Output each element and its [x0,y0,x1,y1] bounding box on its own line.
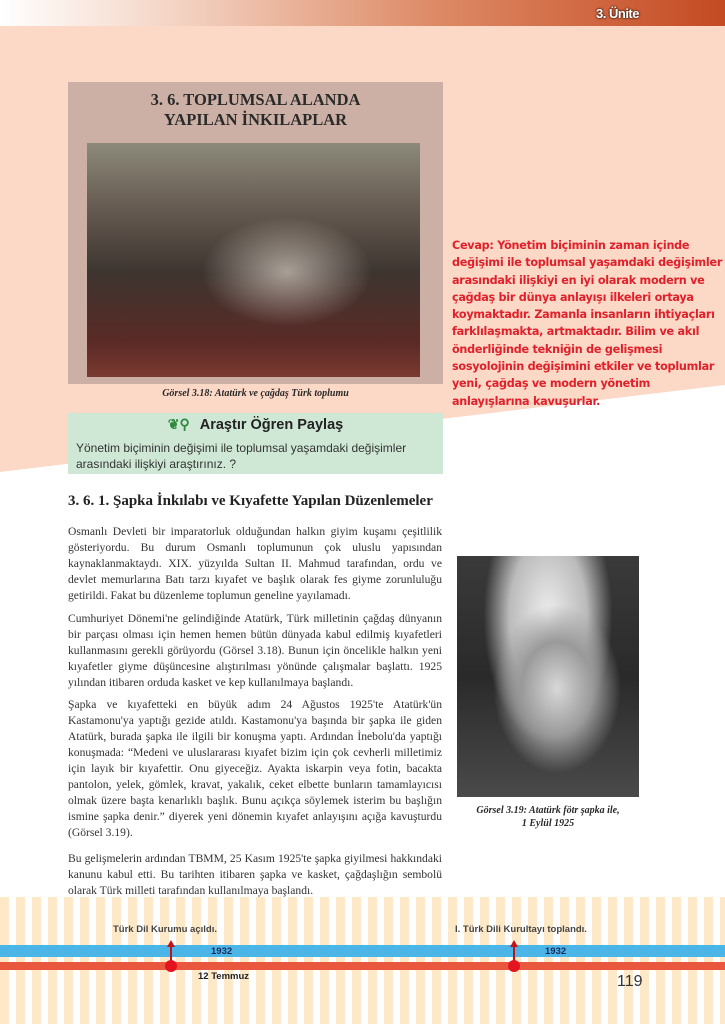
timeline-dot [508,960,520,972]
subsection-title: 3. 6. 1. Şapka İnkılabı ve Kıyafette Yapılan Düzenlemeler [68,493,433,509]
timeline-event-label: Türk Dil Kurumu açıldı. [113,924,217,935]
ataturk-crowd-photo [87,143,420,377]
timeline-year-bar [0,945,725,957]
timeline-dot [165,960,177,972]
research-box [68,413,443,474]
section-title [68,90,443,130]
leaf-magnifier-icon: ❦⚲ [167,416,190,432]
page-number: 119 [617,973,643,990]
figure-caption-line1: Görsel 3.19: Atatürk fötr şapka ile, [476,805,620,816]
paragraph: Cumhuriyet Dönemi'ne gelindiğinde Atatürk, Türk milletinin çağdaş dünyanın bir parçası olması için hemen hemen bütün dünyada kabul edilmiş kıyafetleri kullanmasını gerekli görüyordu (Görsel 3.18). Bunun için öncelikle halkın yeni kıyafetler giyme düşüncesine alıştırılması yönünde çalışmalar başlattı. 1925 yılından itibaren orduda kasket ve kep kullanılmaya başlandı. [68,612,442,689]
unit-label: 3. Ünite [596,6,639,21]
section-header-box [68,82,443,384]
timeline-date: 12 Temmuz [198,971,250,982]
figure-caption: Görsel 3.18: Atatürk ve çağdaş Türk toplumu [162,388,349,399]
figure-caption [457,804,639,830]
section-title-line1: 3. 6. TOPLUMSAL ALANDA [150,90,361,109]
timeline [0,897,725,1024]
timeline-event-label: I. Türk Dili Kurultayı toplandı. [455,924,587,935]
ataturk-hat-portrait-photo [457,556,639,797]
research-box-text: Yönetim biçiminin değişimi ile toplumsal yaşamdaki değişimler arasındaki ilişkiyi araştırınız. ? [76,441,407,471]
paragraph: Şapka ve kıyafetteki en büyük adım 24 Ağustos 1925'te Atatürk'ün Kastamonu'ya yaptığı gezide atıldı. Kastamonu'ya başında bir şapka ile giden Atatürk, burada şapka ile ilgili bir konuşma yaptı. Ardından İnebolu'da yaptığı konuşmada: “Medeni ve uluslararası kıyafet bizim için çok cevherli milletimiz için layık bir kıyafettir. Onu giyeceğiz. Ayakta iskarpin veya fotin, bacakta pantolon, yelek, gömlek, kravat, yakalık, ceket elbette bunların tamamlayıcısı olmak üzere başta kenarlıklı başlık. Bunu açıkça söylemek isterim bu başlığın ismine şapka denir.” diyerek yeni dönemin kıyafet anlayışını açığa kavuşturdu (Görsel 3.19). [68,698,442,839]
figure-caption-line2: 1 Eylül 1925 [521,818,575,829]
timeline-date-bar [0,962,725,970]
paragraph: Bu gelişmelerin ardından TBMM, 25 Kasım 1925'te şapka giyilmesi hakkındaki kanunu kabul etti. Bu tarihten itibaren şapka ve kasket, çağdaşlığın sembolü olarak Türk milleti tarafından kullanılmaya başlandı. [68,852,442,897]
section-title-line2: YAPILAN İNKILAPLAR [163,110,348,129]
timeline-year: 1932 [545,946,567,957]
answer-text: Cevap: Yönetim biçiminin zaman içinde değişimi ile toplumsal yaşamdaki değişimler arasındaki ilişkiyi en iyi olarak modern ve çağdaş bir dünya anlayışı ilkeleri ortaya koymaktadır. Zamanla insanların ihtiyaçları farklılaşmakta, artmaktadır. Bilim ve akıl önderliğinde tekniğin de gelişmesi sosyolojinin değişimini etkiler ve toplumlar yeni, çağdaş ve modern yönetim anlayışlarına kavuşurlar. [452,239,723,408]
timeline-year: 1932 [211,946,233,957]
paragraph: Osmanlı Devleti bir imparatorluk olduğundan halkın giyim kuşamı çeşitlilik gösteriyordu. Bu durum Osmanlı toplumunun çok uluslu yapısından kaynaklanmaktaydı. XIX. yüzyılda Sultan II. Mahmud tarafından, ordu ve devlet memurlarına Batı tarzı kıyafet ve başlık olarak fes giyme zorunluluğu getirildi. Fakat bu düzenleme toplumun geneline yayılamadı. [68,525,442,602]
header-band [0,0,725,26]
research-box-title: Araştır Öğren Paylaş [199,417,344,433]
